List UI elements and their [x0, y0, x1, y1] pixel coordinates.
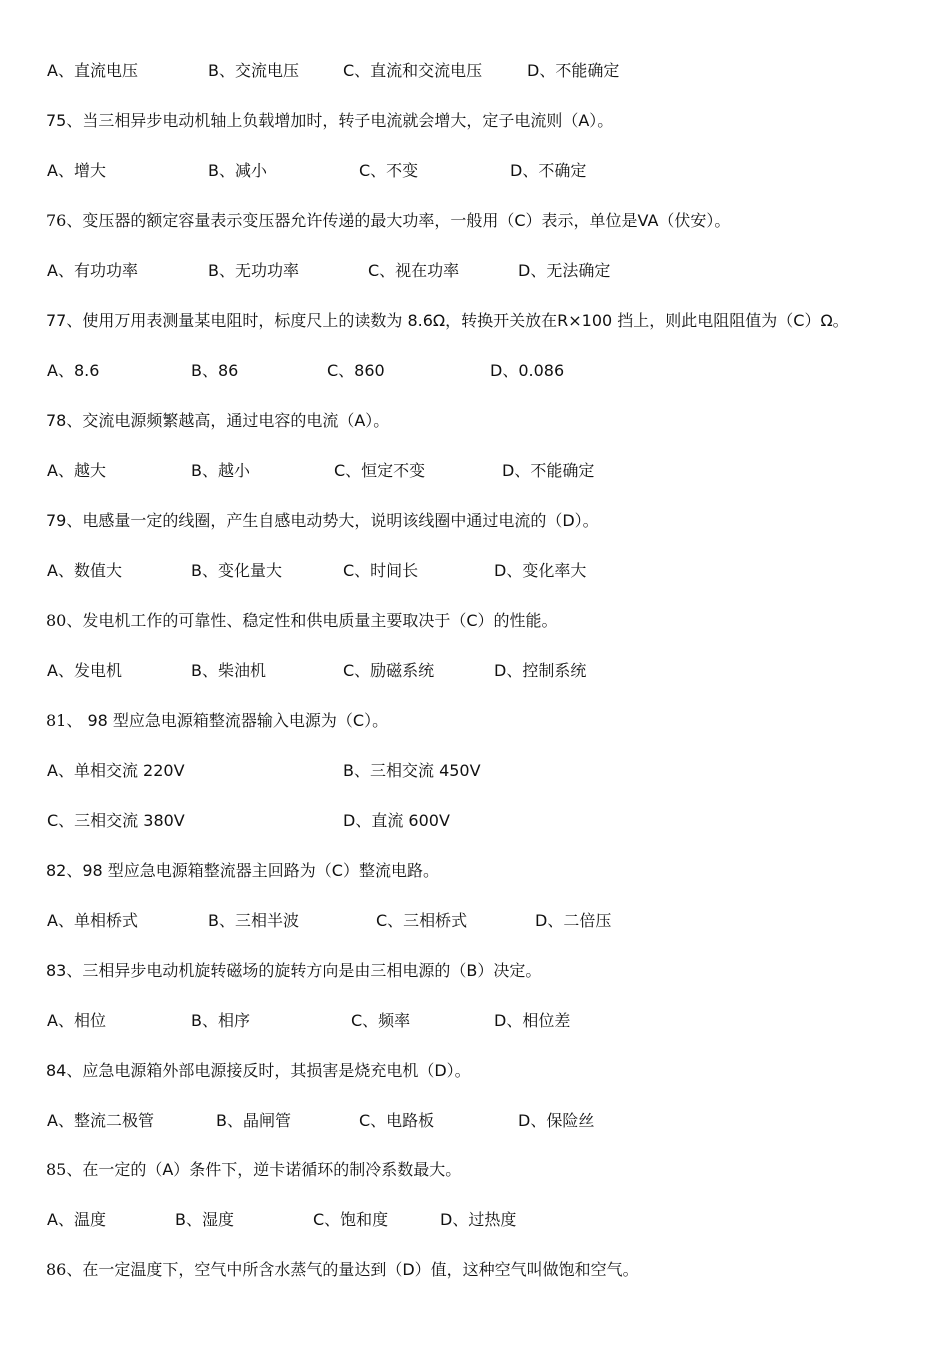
option-b: B、越小 — [191, 461, 250, 480]
option-d: D、不能确定 — [527, 61, 620, 80]
option-c: C、三相桥式 — [376, 911, 468, 930]
option-b: B、三相交流 450V — [343, 761, 481, 780]
question-text: 、在一定温度下，空气中所含水蒸气的量达到（D）值，这种空气叫做饱和空气。 — [66, 1260, 639, 1279]
question-82 — [46, 859, 439, 883]
question-text: 、98 型应急电源箱整流器主回路为（C）整流电路。 — [66, 861, 439, 880]
option-b: B、86 — [191, 361, 239, 380]
question-number: 75 — [46, 111, 67, 130]
question-number: 83 — [46, 961, 67, 980]
option-a: A、发电机 — [47, 661, 122, 680]
question-84 — [46, 1059, 471, 1083]
option-b: B、柴油机 — [191, 661, 266, 680]
option-a: A、单相交流 220V — [47, 761, 185, 780]
option-a: A、直流电压 — [47, 61, 138, 80]
option-d: D、相位差 — [494, 1011, 571, 1030]
option-a: A、8.6 — [47, 361, 100, 380]
option-a: A、越大 — [47, 461, 106, 480]
option-b: B、相序 — [191, 1011, 250, 1030]
option-a: A、数值大 — [47, 561, 122, 580]
option-c: C、恒定不变 — [334, 461, 426, 480]
question-81 — [46, 709, 388, 733]
option-b: B、湿度 — [175, 1210, 234, 1229]
question-79 — [46, 509, 599, 533]
option-a: A、有功功率 — [47, 261, 138, 280]
question-number: 85 — [46, 1160, 67, 1179]
question-83 — [46, 959, 541, 983]
option-a: A、整流二极管 — [47, 1111, 154, 1130]
option-d: D、直流 600V — [343, 811, 450, 830]
option-c: C、三相交流 380V — [47, 811, 185, 830]
option-d: D、二倍压 — [535, 911, 612, 930]
option-c: C、860 — [327, 361, 385, 380]
option-b: B、交流电压 — [208, 61, 299, 80]
option-b: B、无功功率 — [208, 261, 299, 280]
question-text: 、在一定的（A）条件下，逆卡诺循环的制冷系数最大。 — [66, 1160, 462, 1179]
question-78 — [46, 409, 389, 433]
option-c: C、频率 — [351, 1011, 411, 1030]
option-b: B、变化量大 — [191, 561, 282, 580]
question-number: 79 — [46, 511, 67, 530]
option-d: D、过热度 — [440, 1210, 517, 1229]
option-b: B、晶闸管 — [216, 1111, 291, 1130]
question-text: 、使用万用表测量某电阻时，标度尺上的读数为 8.6Ω，转换开关放在R×100 挡上，则此电阻阻值为（C）Ω。 — [66, 311, 849, 330]
option-d: D、保险丝 — [518, 1111, 595, 1130]
option-d: D、变化率大 — [494, 561, 587, 580]
question-number: 80 — [46, 611, 67, 630]
question-text: 、当三相异步电动机轴上负载增加时，转子电流就会增大，定子电流则（A）。 — [66, 111, 614, 130]
question-number: 84 — [46, 1061, 67, 1080]
question-number: 82 — [46, 861, 67, 880]
option-b: B、减小 — [208, 161, 267, 180]
option-c: C、电路板 — [359, 1111, 435, 1130]
question-75 — [46, 109, 613, 133]
option-d: D、0.086 — [490, 361, 565, 380]
question-text: 、应急电源箱外部电源接反时，其损害是烧充电机（D）。 — [66, 1061, 471, 1080]
question-text: 、交流电源频繁越高，通过电容的电流（A）。 — [66, 411, 390, 430]
option-b: B、三相半波 — [208, 911, 299, 930]
option-c: C、饱和度 — [313, 1210, 389, 1229]
option-c: C、励磁系统 — [343, 661, 435, 680]
question-77 — [46, 309, 849, 333]
question-80 — [46, 609, 558, 633]
question-number: 77 — [46, 311, 67, 330]
option-c: C、不变 — [359, 161, 419, 180]
question-number: 76 — [46, 211, 67, 230]
option-d: D、无法确定 — [518, 261, 611, 280]
question-text: 、 98 型应急电源箱整流器输入电源为（C）。 — [66, 711, 389, 730]
option-c: C、直流和交流电压 — [343, 61, 483, 80]
question-85 — [46, 1158, 461, 1182]
question-number: 81 — [46, 711, 67, 730]
question-text: 、发电机工作的可靠性、稳定性和供电质量主要取决于（C）的性能。 — [66, 611, 558, 630]
option-a: A、温度 — [47, 1210, 106, 1229]
question-76 — [46, 209, 730, 233]
option-d: D、不能确定 — [502, 461, 595, 480]
question-text: 、电感量一定的线圈，产生自感电动势大，说明该线圈中通过电流的（D）。 — [66, 511, 599, 530]
question-text: 、三相异步电动机旋转磁场的旋转方向是由三相电源的（B）决定。 — [66, 961, 542, 980]
question-number: 86 — [46, 1260, 67, 1279]
question-86 — [46, 1258, 639, 1282]
option-a: A、增大 — [47, 161, 106, 180]
option-d: D、不确定 — [510, 161, 587, 180]
option-d: D、控制系统 — [494, 661, 587, 680]
option-c: C、视在功率 — [368, 261, 460, 280]
question-text: 、变压器的额定容量表示变压器允许传递的最大功率，一般用（C）表示，单位是VA（伏安）。 — [66, 211, 731, 230]
option-c: C、时间长 — [343, 561, 419, 580]
question-number: 78 — [46, 411, 67, 430]
option-a: A、单相桥式 — [47, 911, 138, 930]
option-a: A、相位 — [47, 1011, 106, 1030]
